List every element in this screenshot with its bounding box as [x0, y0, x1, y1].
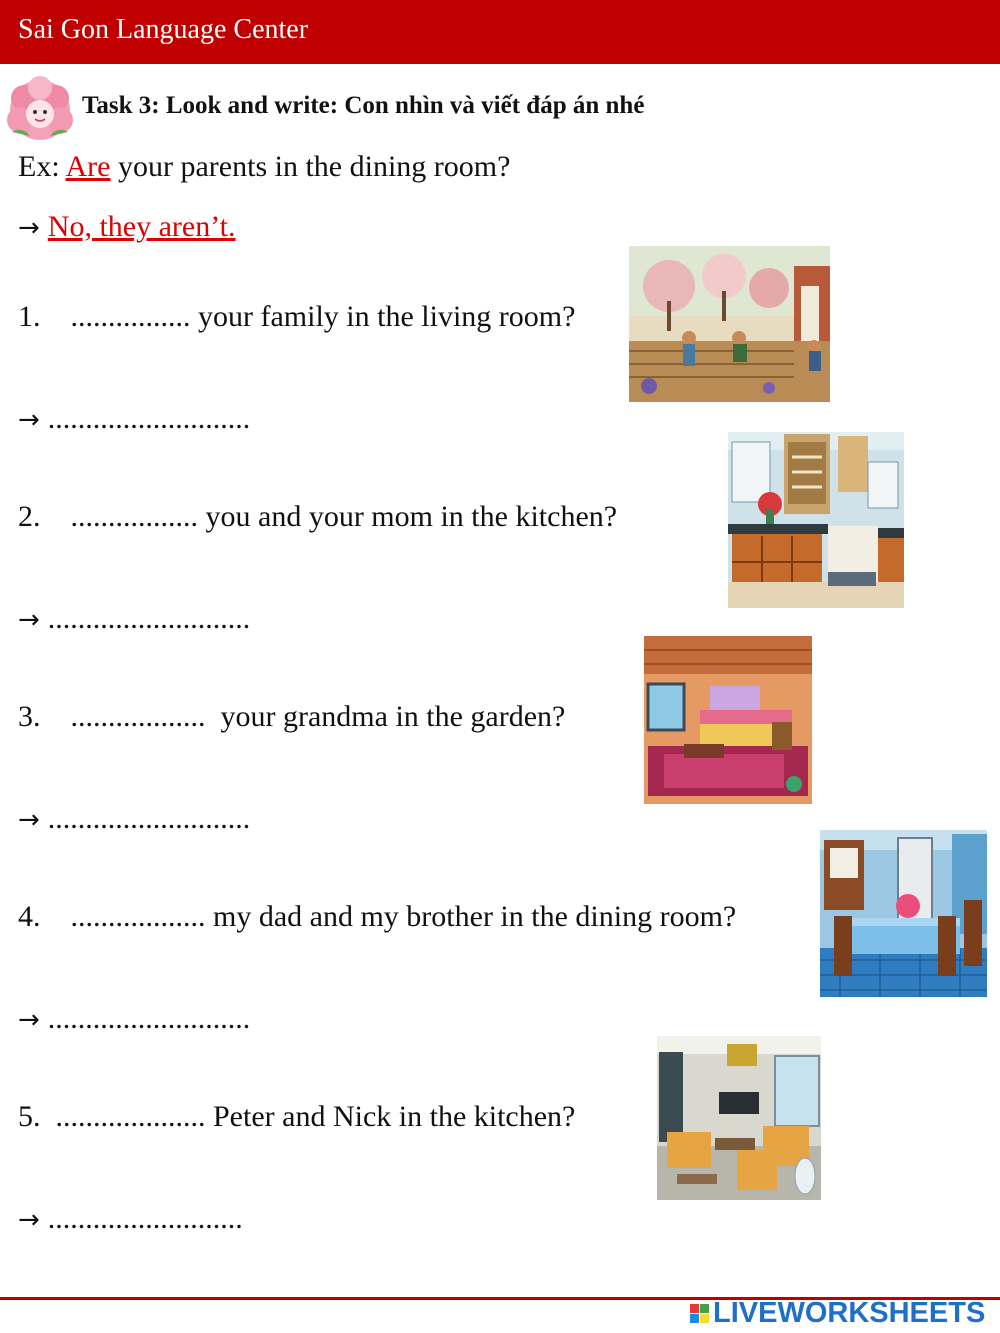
example-reply: No, they aren’t. — [47, 210, 236, 243]
example-question — [18, 150, 510, 184]
arrow-icon: → — [18, 1005, 40, 1035]
living-room-image — [657, 1036, 821, 1200]
example-answer: Are — [65, 150, 111, 183]
question-2 — [18, 500, 617, 534]
answer-blank[interactable]: ........................... — [47, 1002, 251, 1035]
answer-blank[interactable]: ........................... — [47, 602, 251, 635]
flower-icon — [2, 70, 78, 146]
question-text: Peter and Nick in the kitchen? — [205, 1100, 576, 1133]
arrow-icon: → — [18, 805, 40, 835]
example-rest: your parents in the dining room? — [110, 150, 511, 183]
question-number: 4. — [18, 900, 41, 933]
answer-blank[interactable]: ........................... — [47, 402, 251, 435]
question-text: your family in the living room? — [190, 300, 576, 333]
question-4 — [18, 900, 736, 934]
liveworksheets-logo — [690, 1295, 985, 1331]
question-5 — [18, 1100, 575, 1134]
question-text: your grandma in the garden? — [205, 700, 566, 733]
bedroom-image — [644, 636, 812, 804]
question-blank[interactable]: ................. — [70, 500, 198, 533]
answer-5 — [18, 1202, 243, 1236]
logo-badge-icon — [690, 1304, 709, 1323]
question-blank[interactable]: .................. — [70, 900, 206, 933]
question-3 — [18, 700, 565, 734]
question-1 — [18, 300, 575, 334]
question-blank[interactable]: .................... — [55, 1100, 206, 1133]
answer-2 — [18, 602, 250, 636]
question-number: 1. — [18, 300, 41, 333]
arrow-icon: → — [18, 405, 40, 435]
answer-4 — [18, 1002, 250, 1036]
question-number: 2. — [18, 500, 41, 533]
example-reply-line — [18, 210, 236, 244]
arrow-icon: → — [18, 1205, 40, 1235]
answer-1 — [18, 402, 250, 436]
question-text: you and your mom in the kitchen? — [198, 500, 618, 533]
task-title: Task 3: Look and write: Con nhìn và viết đáp án nhé — [82, 92, 645, 119]
logo-text: LIVEWORKSHEETS — [713, 1296, 986, 1329]
example-prefix: Ex: — [18, 150, 66, 183]
question-number: 5. — [18, 1100, 41, 1133]
garden-image — [629, 246, 830, 402]
kitchen-image — [728, 432, 904, 608]
question-text: my dad and my brother in the dining room? — [205, 900, 737, 933]
question-number: 3. — [18, 700, 41, 733]
answer-blank[interactable]: .......................... — [47, 1202, 243, 1235]
header-bar — [0, 0, 1000, 64]
answer-3 — [18, 802, 250, 836]
question-blank[interactable]: .................. — [70, 700, 206, 733]
arrow-icon: → — [18, 605, 40, 635]
header-title: Sai Gon Language Center — [18, 14, 309, 45]
dining-room-image — [820, 830, 987, 997]
answer-blank[interactable]: ........................... — [47, 802, 251, 835]
question-blank[interactable]: ................ — [70, 300, 191, 333]
arrow-icon: → — [18, 213, 40, 243]
